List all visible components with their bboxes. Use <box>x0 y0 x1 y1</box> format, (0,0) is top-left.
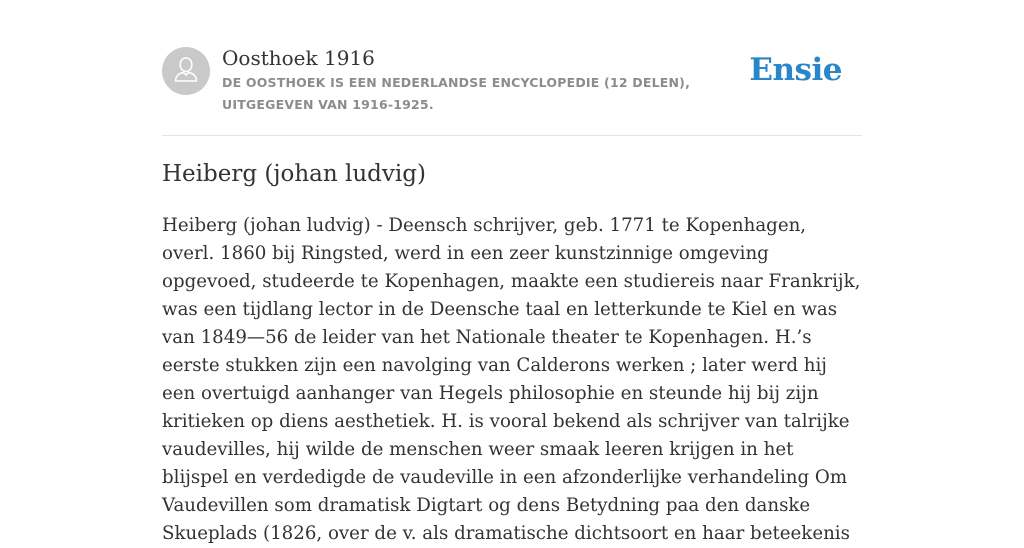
source-avatar[interactable] <box>162 47 210 95</box>
source-name[interactable]: Oosthoek 1916 <box>222 46 375 70</box>
source-header <box>162 46 862 136</box>
brand-logo[interactable]: Ensie <box>749 52 842 88</box>
article-body: Heiberg (johan ludvig) - Deensch schrijver, geb. 1771 te Kopenhagen, overl. 1860 bij Ringsted, werd in een zeer kunstzinnige omgeving opgevoed, studeerde te Kopenhagen, maakte een studiereis naar Frankrijk, was een tijdlang lector in de Deensche taal en letterkunde te Kiel en was van 1849—56 de leider van het Nationale theater te Kopenhagen. H.’s eerste stukken zijn een navolging van Calderons werken ; later werd hij een overtuigd aanhanger van Hegels philosophie en steunde hij bij zijn kritieken op diens aesthetiek. H. is vooral bekend als schrijver van talrijke vaudevilles, hij wilde de menschen weer smaak leeren krijgen in het blijspel en verdedigde de vaudeville in een afzonderlijke verhandeling Om Vaudevillen som dramatisk Digtart og dens Betydning paa den danske Skueplads (1826, over de v. als dramatische dichtsoort en haar beteekenis <box>162 215 861 544</box>
header-divider <box>162 135 862 136</box>
user-silhouette-icon <box>173 55 199 88</box>
source-description: DE OOSTHOEK IS EEN NEDERLANDSE ENCYCLOPEDIE (12 DELEN), UITGEGEVEN VAN 1916-1925. <box>222 75 691 112</box>
article-title: Heiberg (johan ludvig) <box>162 161 426 187</box>
